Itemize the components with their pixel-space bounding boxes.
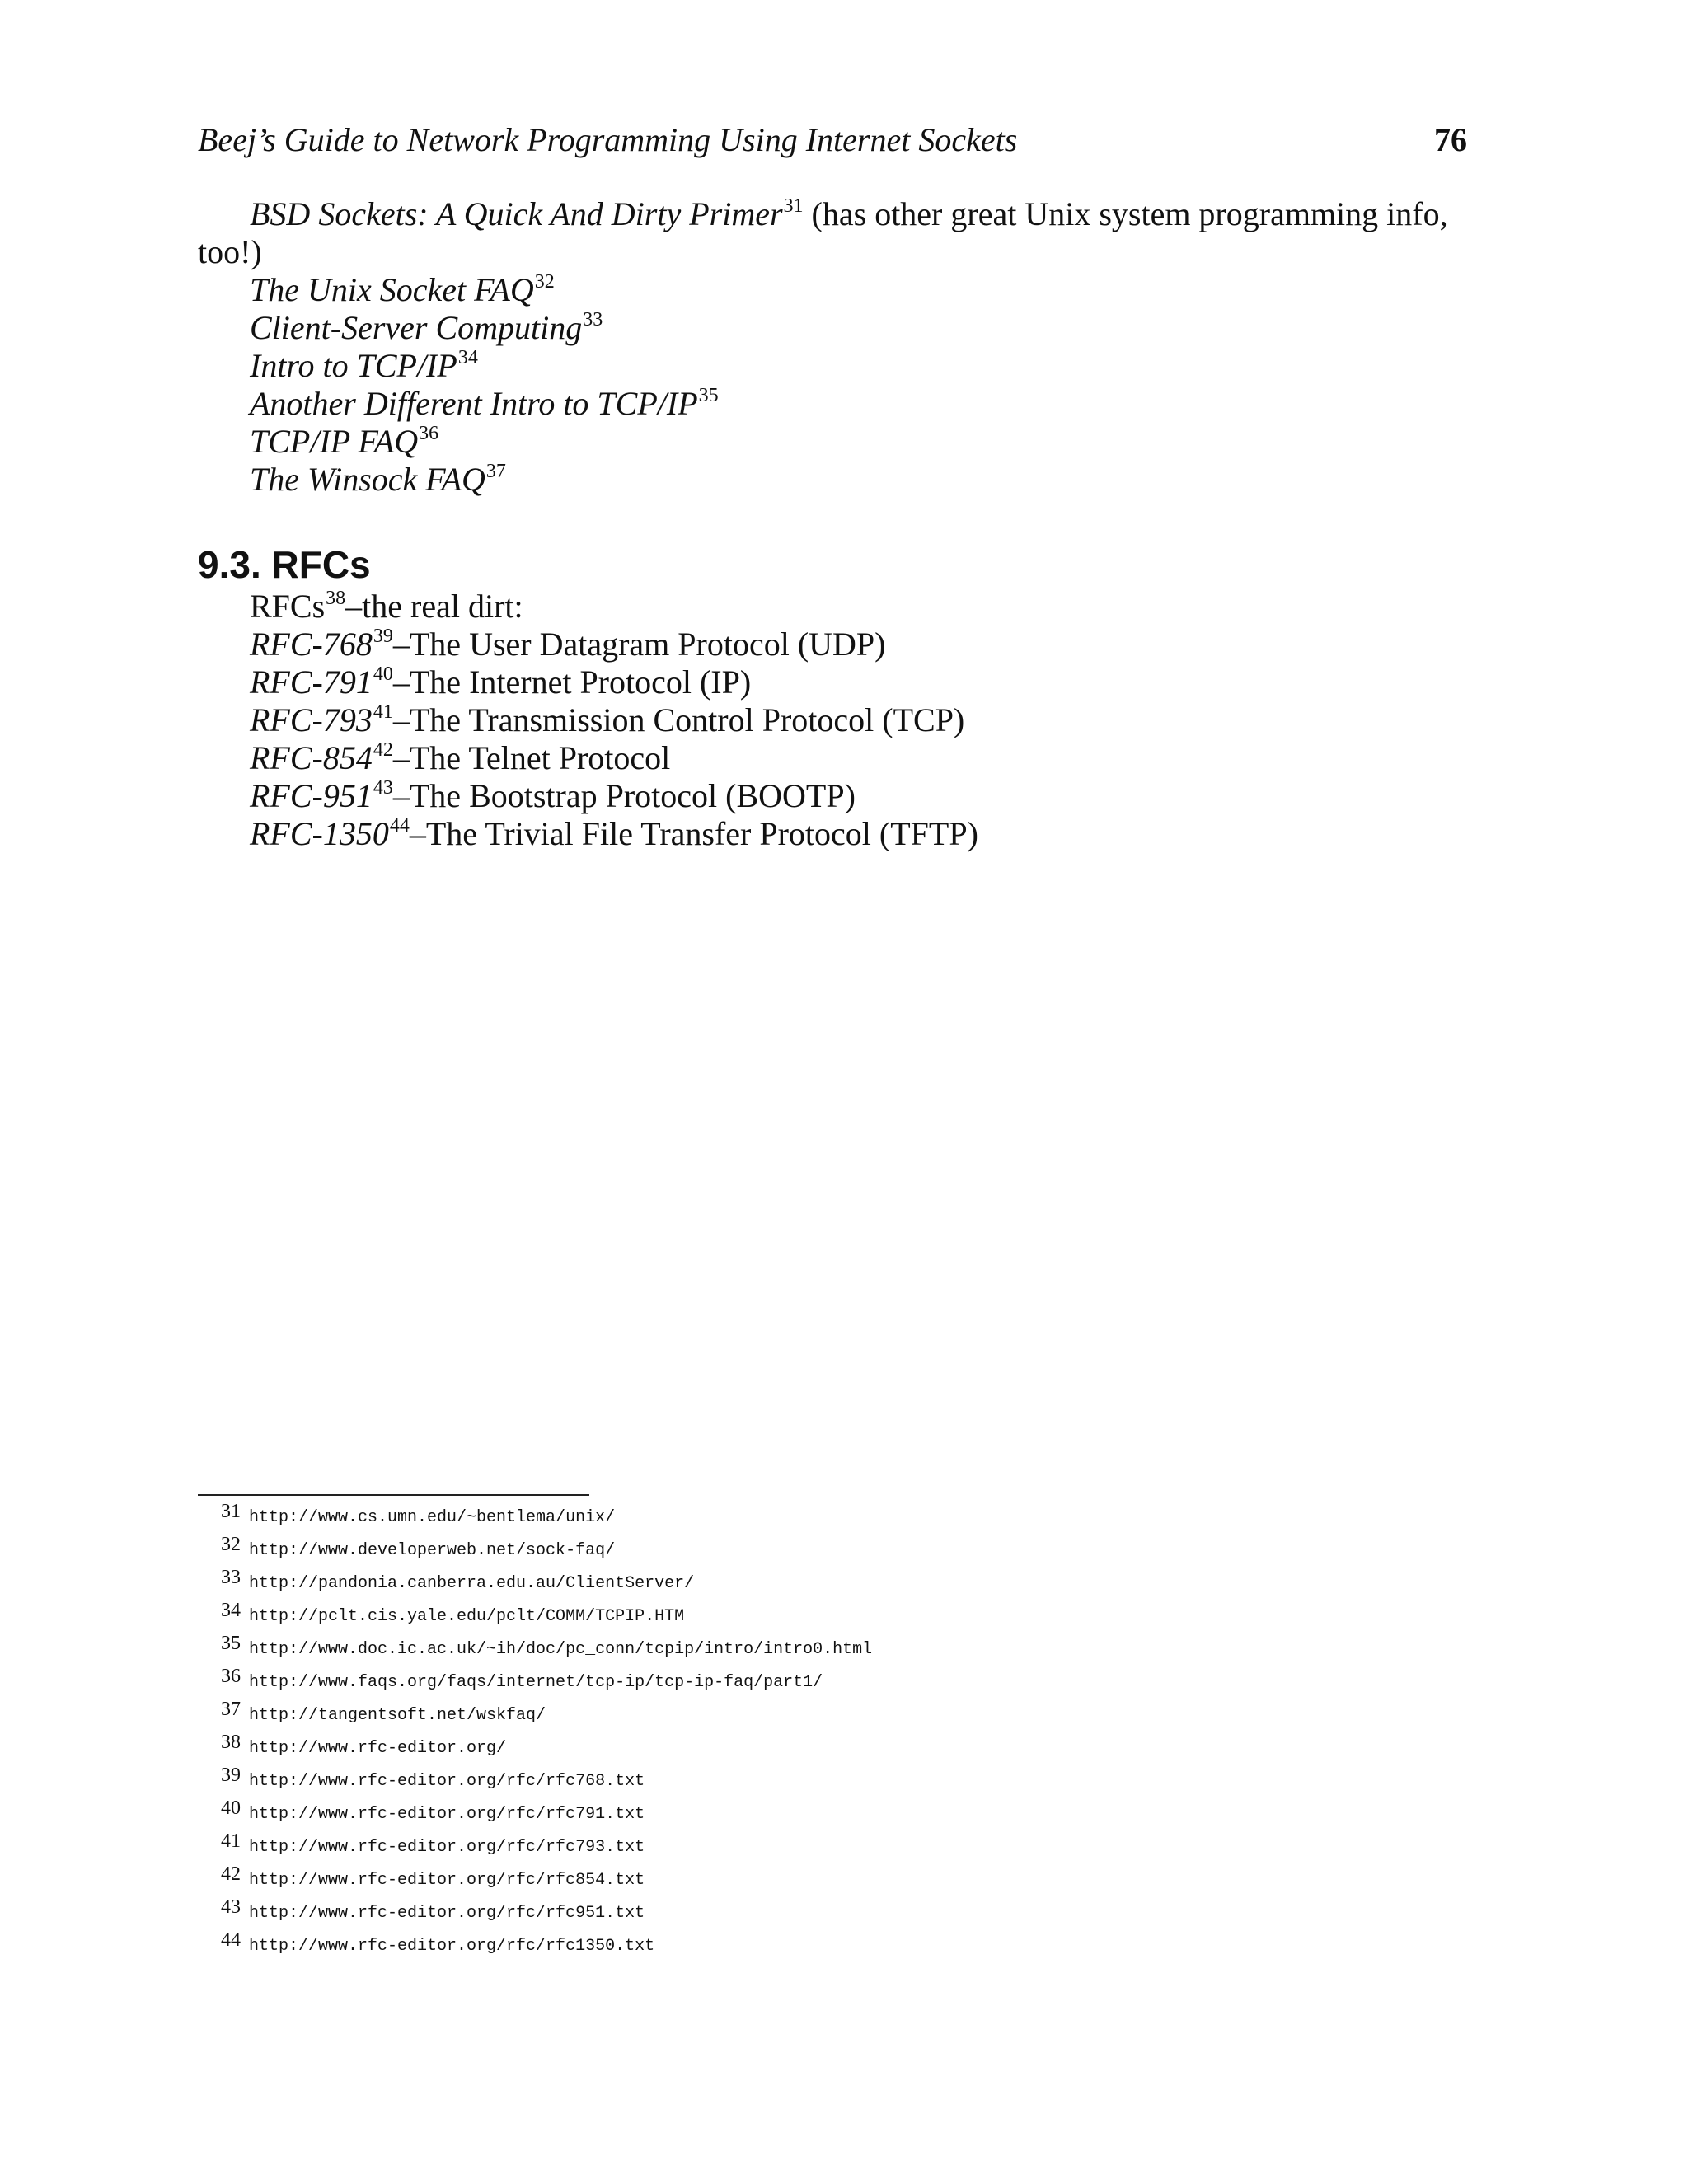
footnote-number: 41	[221, 1830, 241, 1852]
footnote-ref[interactable]: 44	[389, 815, 410, 837]
footnote-ref[interactable]: 41	[373, 701, 393, 723]
footnote-ref[interactable]: 33	[583, 309, 603, 330]
footnote-ref[interactable]: 34	[457, 347, 478, 368]
list-item	[250, 463, 506, 496]
footnote-ref[interactable]: 40	[373, 663, 393, 685]
rfc-link[interactable]: RFC-854	[250, 739, 373, 776]
rfc-link[interactable]: RFC-791	[250, 663, 373, 701]
footnote-number: 36	[221, 1666, 241, 1687]
footnote-ref[interactable]: 43	[373, 777, 393, 799]
list-item	[250, 309, 603, 346]
footnote-url[interactable]: http://www.doc.ic.ac.uk/~ih/doc/pc_conn/tcpip/intro/intro0.html	[249, 1640, 873, 1659]
list-item	[250, 815, 978, 852]
footnote-url[interactable]: http://www.rfc-editor.org/rfc/rfc768.txt	[249, 1772, 645, 1791]
rfc-description: –The Transmission Control Protocol (TCP)	[392, 701, 965, 738]
footnote-url[interactable]: http://tangentsoft.net/wskfaq/	[249, 1706, 546, 1725]
footnote-number: 33	[221, 1567, 241, 1588]
footnote-number: 43	[221, 1896, 241, 1918]
section-intro-tail: –the real dirt:	[345, 588, 523, 625]
section-intro	[250, 590, 523, 623]
footnote-url[interactable]: http://www.rfc-editor.org/rfc/rfc791.txt	[249, 1805, 645, 1824]
page-number: 76	[1434, 121, 1467, 158]
footnote-ref[interactable]: 39	[373, 626, 393, 647]
footnote-number: 35	[221, 1633, 241, 1654]
footnote-url[interactable]: http://www.cs.umn.edu/~bentlema/unix/	[249, 1508, 616, 1527]
footnote-number: 40	[221, 1797, 241, 1819]
footnote-ref[interactable]: 32	[534, 271, 555, 293]
link-title[interactable]: Another Different Intro to TCP/IP	[250, 385, 698, 422]
list-item	[250, 777, 856, 814]
footnote-ref[interactable]: 35	[698, 385, 719, 406]
list-item	[250, 739, 671, 776]
link-title[interactable]: The Unix Socket FAQ	[250, 271, 534, 308]
footnote-url[interactable]: http://www.rfc-editor.org/rfc/rfc1350.txt	[249, 1937, 655, 1956]
list-item	[250, 387, 719, 420]
rfc-link[interactable]: RFC-951	[250, 777, 373, 814]
footnote-url[interactable]: http://www.developerweb.net/sock-faq/	[249, 1541, 616, 1560]
link-title[interactable]: Client-Server Computing	[250, 309, 583, 346]
rfc-link[interactable]: RFC-1350	[250, 815, 389, 852]
footnote-ref[interactable]: 31	[783, 195, 804, 217]
footnote-url[interactable]: http://www.rfc-editor.org/	[249, 1739, 507, 1758]
footnote-number: 42	[221, 1863, 241, 1885]
intro-line-1	[250, 195, 1448, 232]
link-bsd-sockets-primer[interactable]: BSD Sockets: A Quick And Dirty Primer	[250, 195, 783, 232]
running-title: Beej’s Guide to Network Programming Using Internet Sockets	[198, 121, 1018, 158]
footnote-url[interactable]: http://www.rfc-editor.org/rfc/rfc854.txt	[249, 1871, 645, 1890]
intro-line-2: too!)	[198, 233, 262, 270]
footnote-number: 32	[221, 1534, 241, 1555]
footnote-ref[interactable]: 37	[485, 461, 506, 482]
rfc-description: –The Internet Protocol (IP)	[392, 663, 752, 701]
footnote-ref[interactable]: 36	[419, 423, 439, 444]
list-item	[250, 628, 886, 661]
footnote-ref[interactable]: 38	[326, 588, 346, 609]
footnote-number: 44	[221, 1929, 241, 1951]
list-item	[250, 349, 478, 382]
list-item	[250, 425, 438, 458]
link-title[interactable]: The Winsock FAQ	[250, 461, 485, 498]
rfc-link[interactable]: RFC-793	[250, 701, 373, 738]
footnote-url[interactable]: http://pandonia.canberra.edu.au/ClientServer/	[249, 1574, 695, 1593]
rfc-link[interactable]: RFC-768	[250, 626, 373, 663]
rfc-description: –The Bootstrap Protocol (BOOTP)	[392, 777, 856, 814]
footnote-url[interactable]: http://www.rfc-editor.org/rfc/rfc951.txt	[249, 1904, 645, 1923]
rfcs-label[interactable]: RFCs	[250, 588, 326, 625]
footnote-separator	[198, 1494, 589, 1496]
section-heading: 9.3. RFCs	[198, 543, 371, 586]
list-item	[250, 701, 965, 738]
rfc-description: –The Telnet Protocol	[392, 739, 671, 776]
link-title[interactable]: Intro to TCP/IP	[250, 347, 457, 384]
footnote-number: 37	[221, 1699, 241, 1720]
footnote-url[interactable]: http://www.faqs.org/faqs/internet/tcp-ip/tcp-ip-faq/part1/	[249, 1673, 823, 1692]
link-title[interactable]: TCP/IP FAQ	[250, 423, 419, 460]
intro-tail: (has other great Unix system programming info,	[803, 195, 1448, 232]
list-item	[250, 663, 752, 701]
footnote-number: 34	[221, 1600, 241, 1621]
footnote-number: 39	[221, 1765, 241, 1786]
footnote-url[interactable]: http://www.rfc-editor.org/rfc/rfc793.txt	[249, 1838, 645, 1857]
footnote-url[interactable]: http://pclt.cis.yale.edu/pclt/COMM/TCPIP.HTM	[249, 1607, 685, 1626]
footnote-number: 31	[221, 1501, 241, 1522]
footnote-ref[interactable]: 42	[373, 739, 393, 761]
footnote-number: 38	[221, 1732, 241, 1753]
list-item	[250, 271, 555, 308]
rfc-description: –The User Datagram Protocol (UDP)	[392, 626, 886, 663]
rfc-description: –The Trivial File Transfer Protocol (TFTP)	[409, 815, 978, 852]
